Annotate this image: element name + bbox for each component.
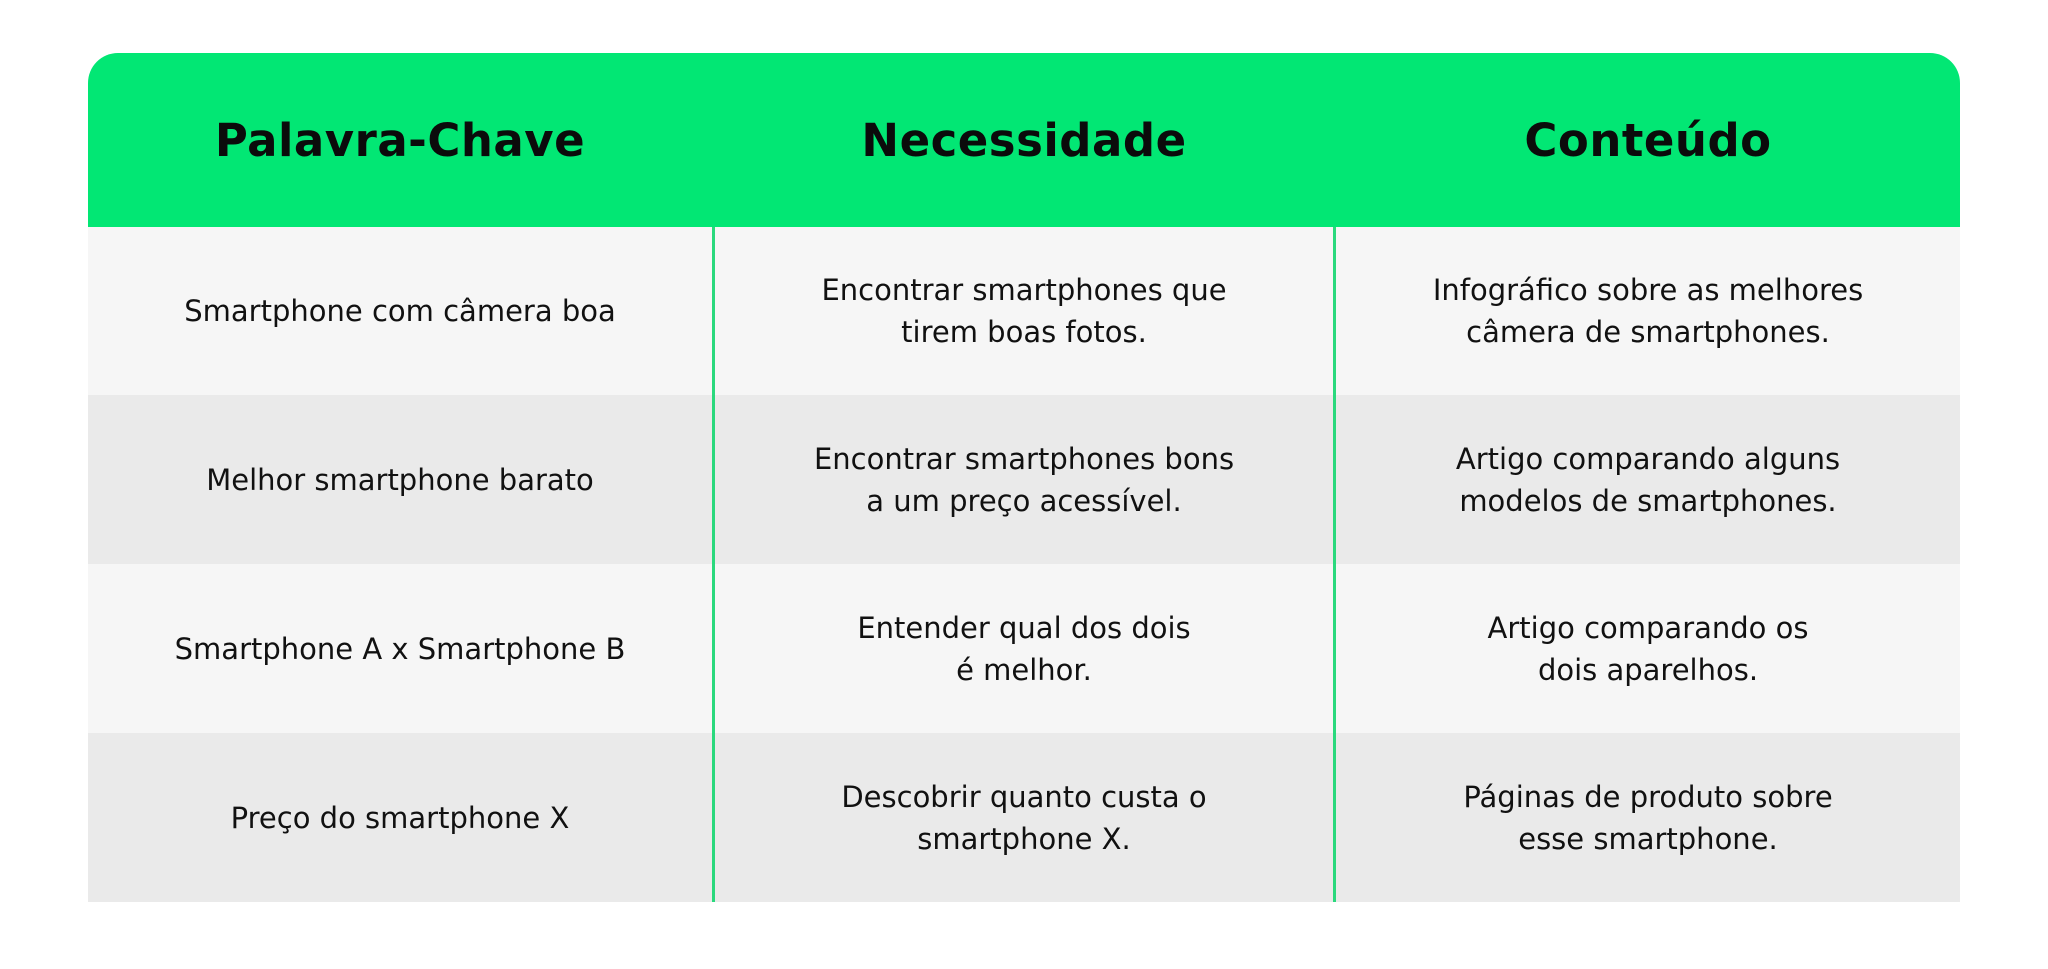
- keyword-table: [88, 53, 1960, 902]
- need-cell: Encontrar smartphones bons a um preço acessível.: [712, 395, 1336, 564]
- table-header: [88, 53, 1960, 227]
- table-row: [88, 733, 1960, 902]
- keyword-cell: Melhor smartphone barato: [206, 462, 594, 497]
- header-palavra-chave: Palavra-Chave: [214, 113, 586, 167]
- table-row: [88, 564, 1960, 733]
- table-row: [88, 227, 1960, 395]
- keyword-cell: Smartphone A x Smartphone B: [174, 631, 626, 666]
- table-row: [88, 395, 1960, 564]
- keyword-cell: Preço do smartphone X: [230, 800, 570, 835]
- need-cell: Encontrar smartphones que tirem boas fotos.: [712, 227, 1336, 395]
- content-cell: Páginas de produto sobre esse smartphone.: [1463, 779, 1833, 856]
- content-cell: Infográfico sobre as melhores câmera de smartphones.: [1432, 273, 1864, 349]
- keyword-cell: Smartphone com câmera boa: [184, 294, 616, 328]
- header-conteudo: Conteúdo: [1524, 113, 1772, 167]
- header-necessidade: Necessidade: [861, 113, 1187, 167]
- need-cell: Entender qual dos dois é melhor.: [712, 564, 1336, 733]
- content-cell: Artigo comparando os dois aparelhos.: [1487, 610, 1809, 687]
- need-cell: Descobrir quanto custa o smartphone X.: [712, 733, 1336, 902]
- content-cell: Artigo comparando alguns modelos de smartphones.: [1455, 441, 1841, 518]
